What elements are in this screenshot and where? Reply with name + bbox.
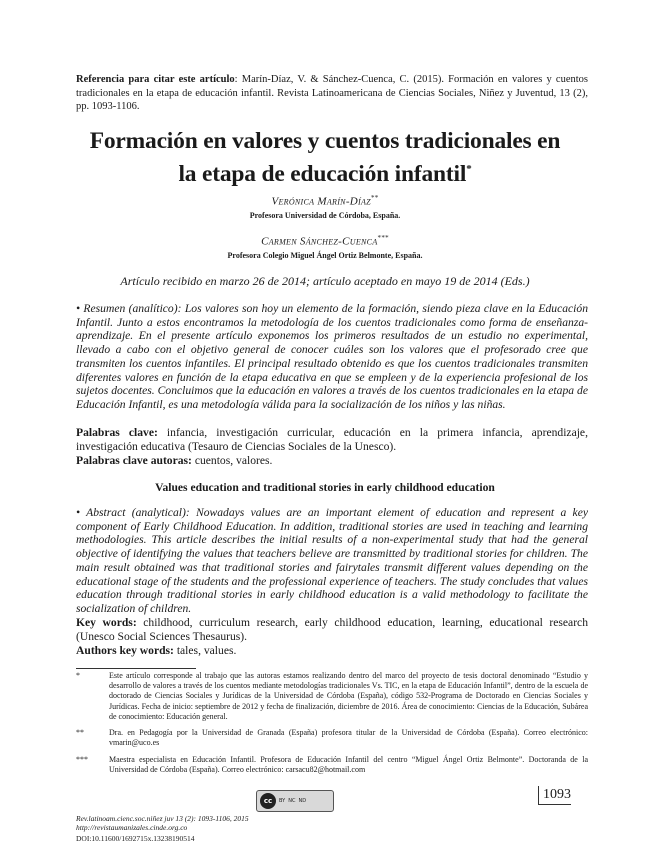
- title-footnote-mark: *: [466, 163, 472, 175]
- article-title: [60, 127, 590, 188]
- received-dates: Artículo recibido en marzo 26 de 2014; artículo aceptado en mayo 19 de 2014 (Eds.): [120, 274, 530, 288]
- footnote-1-text: Este artículo corresponde al trabajo que las autoras estamos realizando dentro del marco del proyecto de tesis doctoral denominado “Estudio y desarrollo de valores a través de los cuentos mediante metodologías tradicionales Vs. TIC, en la etapa de Educación Infantil”, dentro de la escuela de doctorado de Ciencias Sociales y Jurídicas de la Universidad de Córdoba (España), código 532-Programa de Doctorado en Ciencias Sociales y Jurídicas. Fecha de inicio: septiembre de 2012 y fecha de finalización, diciembre de 2016. Área de conocimiento: Ciencias de la Educación, Subárea de conocimiento: Educación general.: [109, 671, 588, 721]
- doi: DOI:10.11600/1692715x.13238190514: [76, 834, 195, 843]
- footnote-1-mark: *: [76, 671, 80, 680]
- author-keywords-es-text: cuentos, valores.: [191, 454, 273, 467]
- author-keywords-en-text: tales, values.: [173, 644, 237, 657]
- author-keywords-spanish: [76, 454, 588, 468]
- footnote-3-text: Maestra especialista en Educación Infantil. Profesora de Educación Infantil del centro “Miguel Ángel Ortiz Belmonte”. Doctoranda de la Universidad de Córdoba (España). Correo electrónico: carsacu82@hotmail.com: [109, 755, 588, 775]
- journal-citation: Rev.latinoam.cienc.soc.niñez juv 13 (2): 1093-1106, 2015: [76, 814, 249, 823]
- author-keywords-english: [76, 644, 588, 658]
- abstract-english: • Abstract (analytical): Nowadays values are an important element of education and represent a key component of Early Childhood Education. In addition, traditional stories are used in teaching and learning methodologies. This article describes the initial results of a non-experimental study that had the general objective of identifying the values that teachers believe are transmitted by traditional stories for children. The main result obtained was that traditional stories and fairytales transmit different values depending on the educational stage of the students and the professional experience of teachers. The study concludes that values education through traditional stories in early childhood education is a valid methodology to facilitate the socialization of children.: [76, 506, 588, 615]
- footnote-2-text: Dra. en Pedagogía por la Universidad de Granada (España) profesora titular de la Universidad de Córdoba (España). Correo electrónico: vmarin@uco.es: [109, 728, 588, 748]
- nd-icon: ND: [298, 798, 307, 804]
- title-line-1: Formación en valores y cuentos tradicionales en: [89, 128, 561, 154]
- author-keywords-en-label: Authors key words:: [76, 644, 174, 657]
- abstract-spanish: • Resumen (analítico): Los valores son hoy un elemento de la formación, siendo pieza clave en la Educación Infantil. Junto a estos encontramos la metodología de los cuentos tradicionales como forma de enseñanza-aprendizaje. En el presente artículo exponemos los primeros resultados de un estudio no experimental, llevado a cabo con el objetivo general de conocer cuáles son los valores que el profesorado cree que transmiten los cuentos infantiles. El principal resultado obtenido es que los cuentos tradicionales transmiten diferentes valores en función de la etapa educativa en que se empleen y de la experiencia profesional de los sujetos docentes. Concluimos que la educación en valores a través de los cuentos tradicionales en la etapa de Educación Infantil, es una metodología válida para la socialización de los niños y las niñas.: [76, 302, 588, 411]
- footnote-1: [76, 671, 588, 722]
- english-title: Values education and traditional stories in early childhood education: [155, 481, 495, 494]
- title-line-2: la etapa de educación infantil: [178, 160, 467, 187]
- footnote-3-mark: ***: [76, 755, 88, 764]
- keywords-spanish: [76, 426, 588, 453]
- citation-text: : Marín-Díaz, V. & Sánchez-Cuenca, C. (2015). Formación en valores y cuentos tradicionales en la etapa de educación infantil. Revista Latinoamericana de Ciencias Sociales, Niñez y Juventud, 13 (2), pp. 1093-1106.: [76, 74, 588, 113]
- footnote-2-mark: **: [76, 728, 84, 737]
- creative-commons-badge[interactable]: [256, 790, 334, 812]
- journal-url[interactable]: http://revistaumanizales.cinde.org.co: [76, 823, 188, 832]
- author-1-mark: **: [370, 194, 379, 202]
- by-icon: BY: [279, 798, 286, 804]
- citation-label: Referencia para citar este artículo: [76, 74, 235, 85]
- keywords-english: [76, 616, 588, 643]
- author-1-affiliation: Profesora Universidad de Córdoba, España.: [249, 211, 401, 220]
- author-keywords-es-label: Palabras clave autoras:: [76, 454, 192, 467]
- keywords-en-label: Key words:: [76, 616, 137, 629]
- footnote-3: [76, 755, 588, 775]
- footnote-2: [76, 728, 588, 748]
- author-1-name: Verónica Marín-Díaz: [271, 195, 371, 208]
- author-2-name: Carmen Sánchez-Cuenca: [261, 235, 378, 248]
- journal-footer: [76, 814, 249, 832]
- author-2: [0, 234, 650, 248]
- nc-icon: NC: [288, 798, 296, 804]
- cc-icon: cc: [260, 793, 276, 809]
- keywords-es-text: infancia, investigación curricular, educación en la primera infancia, aprendizaje, investigación educativa (Tesauro de Ciencias Sociales de la Unesco).: [76, 426, 588, 453]
- citation-reference: [76, 73, 588, 114]
- page-number: 1093: [538, 786, 571, 805]
- keywords-es-label: Palabras clave:: [76, 426, 158, 439]
- author-2-mark: ***: [377, 234, 389, 242]
- keywords-en-text: childhood, curriculum research, early childhood education, learning, educational research (Unesco Social Sciences Thesaurus).: [76, 616, 589, 643]
- footnote-rule: [76, 668, 196, 669]
- author-2-affiliation: Profesora Colegio Miguel Ángel Ortiz Belmonte, España.: [227, 251, 423, 260]
- author-1: [0, 194, 650, 208]
